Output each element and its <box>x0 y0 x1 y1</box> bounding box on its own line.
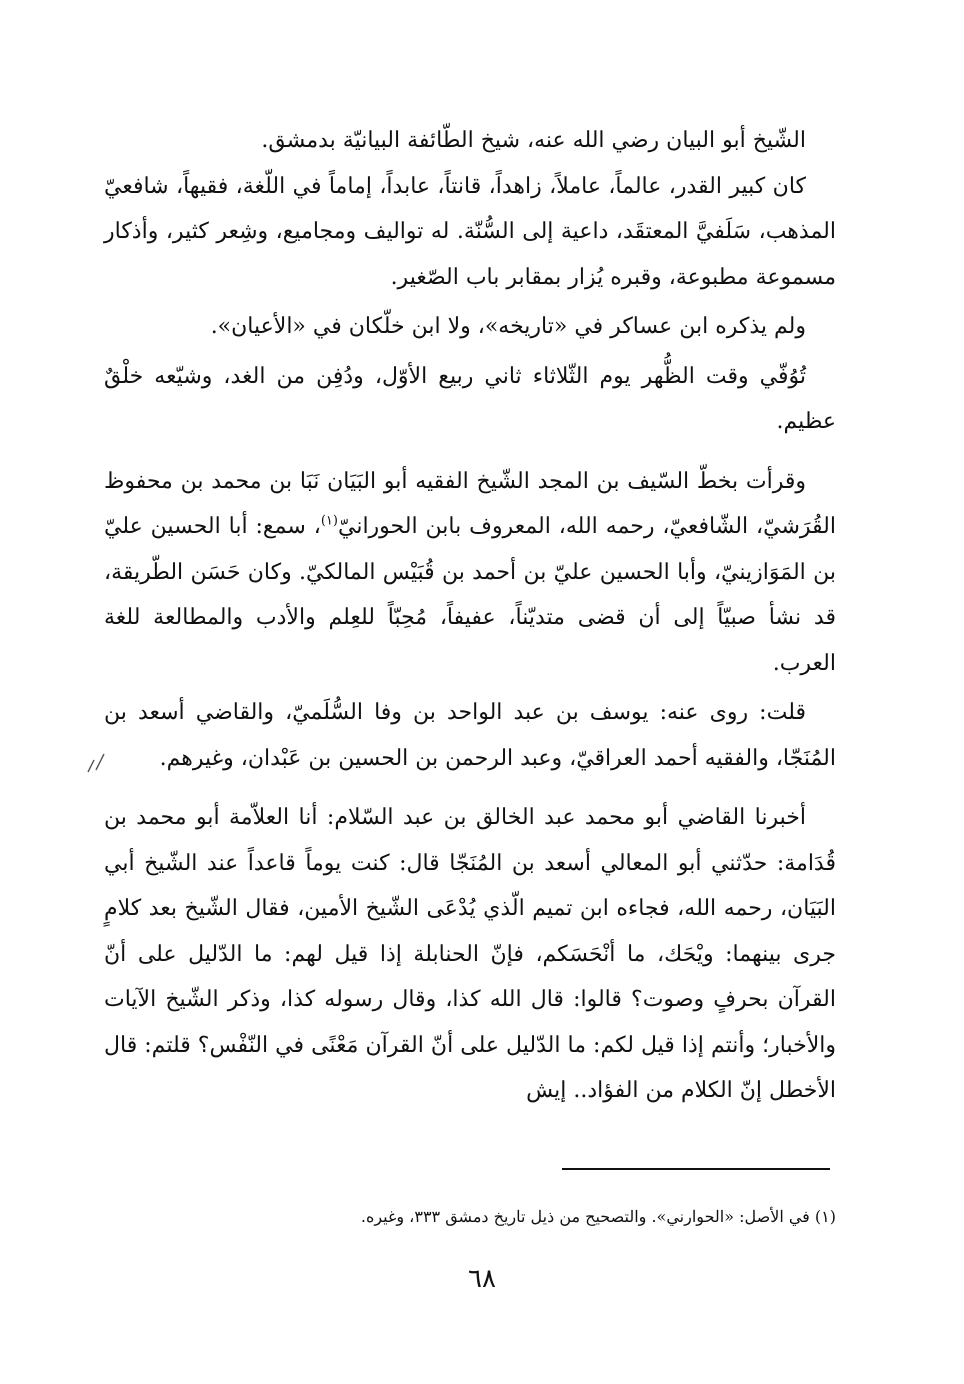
paragraph-death: تُوُفّي وقت الظُّهر يوم الثّلاثاء ثاني ربيع الأوّل، ودُفِن من الغد، وشيّعه خلْقٌ عظيم. <box>104 363 836 434</box>
paragraph-narration: أخبرنا القاضي أبو محمد عبد الخالق بن عبد السّلام: أنا العلاّمة أبو محمد بن قُدَامة: حدّثني أبو المعالي أسعد بن المُنَجّا قال: كنت يوماً قاعداً عند الشّيخ أبي البَيَان، رحمه الله، فجاءه ابن تميم الّذي يُدْعَى الشّيخ الأمين، فقال الشّيخ بعد كلامٍ جرى بينهما: ويْحَك، ما أنْحَسَكم، فإنّ الحنابلة إذا قيل لهم: ما الدّليل على أنّ القرآن بحرفٍ وصوت؟ قالوا: قال الله كذا، وقال رسوله كذا، وذكر الشّيخ الآيات والأخبار؛ وأنتم إذا قيل لكم: ما الدّليل على أنّ القرآن مَعْنًى في النّفْس؟ قلتم: قال الأخطل إنّ الكلام من الفؤاد.. إيش <box>104 805 837 1103</box>
main-text <box>104 118 836 1118</box>
footnote-reference: (١) <box>320 513 338 529</box>
margin-pen-mark <box>82 746 108 776</box>
paragraph-text-after-footnote: ، سمع: أبا الحسين عليّ بن المَوَازينيّ، وأبا الحسين عليّ بن أحمد بن قُبَيْس المالكيّ. وكان حَسَن الطّريقة، قد نشأ صبيّاً إلى أن قضى متديّناً، عفيفاً، مُحِبّاً للعِلم والأدب والمطالعة للغة العرب. <box>104 514 836 676</box>
paragraph-reading-note <box>104 459 836 687</box>
paragraph-biography: كان كبير القدر، عالماً، عاملاً، زاهداً، قانتاً، عابداً، إماماً في اللّغة، فقيهاً، شافعيّ المذهب، سَلَفيَّ المعتقَد، داعية إلى السُّنّة. له تواليف ومجاميع، وشِعر كثير، وأذكار مسموعة مطبوعة، وقبره يُزار بمقابر باب الصّغير. <box>104 173 836 290</box>
paragraph-heading-line: الشّيخ أبو البيان رضي الله عنه، شيخ الطّائفة البيانيّة بدمشق. <box>261 128 806 153</box>
footnote: (١) في الأصل: «الحوارني». والتصحيح من ذيل تاريخ دمشق ٣٣٣، وغيره. <box>360 1207 836 1226</box>
paragraph-not-mentioned: ولم يذكره ابن عساكر في «تاريخه»، ولا ابن خلّكان في «الأعيان». <box>210 314 806 339</box>
footnote-separator <box>562 1168 830 1170</box>
paragraph-narrators: قلت: روى عنه: يوسف بن عبد الواحد بن وفا السُّلَميّ، والقاضي أسعد بن المُنَجّا، والفقيه أحمد العراقيّ، وعبد الرحمن بن الحسين بن عَبْدان، وغيرهم. <box>104 700 836 771</box>
page-number: ٦٨ <box>468 1264 496 1294</box>
paragraph-text-before-footnote: وقرأت بخطّ السّيف بن المجد الشّيخ الفقيه أبو البَيَان نَبَا بن محمد بن محفوظ القُرَشيّ، الشّافعيّ، رحمه الله، المعروف بابن الحورانيّ <box>104 468 836 539</box>
